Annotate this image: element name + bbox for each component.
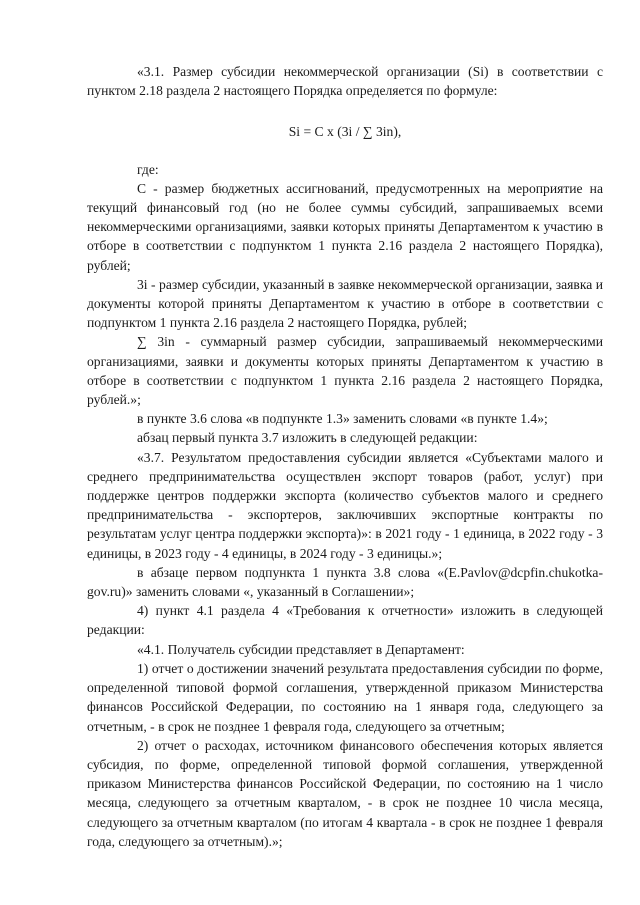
definition-c: C - размер бюджетных ассигнований, предусмотренных на мероприятие на текущий финансовый год (но не более суммы субсидий, запрашиваемых всеми некоммерческими организациями, заявки которых приняты Департаментом к участию в отборе в соответствии с подпунктом 1 пункта 2.16 раздела 2 настоящего Порядка), рублей;: [87, 180, 603, 273]
definition-3i: 3i - размер субсидии, указанный в заявке некоммерческой организации, заявка и документы которой приняты Департаментом к участию в отборе в соответствии с подпунктом 1 пункта 2.16 раздела 2 настоящего Порядка, рублей;: [87, 276, 603, 331]
report-item-2: 2) отчет о расходах, источником финансового обеспечения которых является субсидия, по форме, определенной типовой формой соглашения, утвержденной приказом Министерства финансов Российской Федерации, по состоянию на 1 число месяца, следующего за отчетным кварталом, - в срок не позднее 10 числа месяца, следующего за отчетным кварталом (по итогам 4 квартала - в срок не позднее 1 февраля года, следующего за отчетным).»;: [87, 737, 603, 849]
paragraph-3-8-amendment: в абзаце первом подпункта 1 пункта 3.8 слова «(E.Pavlov@dcpfin.chukotka-gov.ru)» заменить словами «, указанный в Соглашении»;: [87, 564, 603, 600]
document-page: [87, 62, 603, 851]
definition-sum-3in: ∑ 3in - суммарный размер субсидии, запрашиваемый некоммерческими организациями, заявки и документы которых приняты Департаментом к участию в отборе в соответствии с подпунктом 1 пункта 2.16 раздела 2 настоящего Порядка, рублей.»;: [87, 334, 603, 408]
paragraph-3-1-intro: «3.1. Размер субсидии некоммерческой организации (Si) в соответствии с пунктом 2.18 раздела 2 настоящего Порядка определяется по формуле:: [87, 64, 603, 99]
paragraph-3-7-text: «3.7. Результатом предоставления субсидии является «Субъектами малого и среднего предпринимательства осуществлен экспорт товаров (работ, услуг) при поддержке центров поддержки экспорта (количество субъектов малого и среднего предпринимательства - экспортеров, заключивших экспортные контракты по результатам услуг центра поддержки экспорта)»: в 2021 году - 1 единица, в 2022 году - 3 единицы, в 2023 году - 4 единицы, в 2024 году - 3 единицы.»;: [87, 449, 603, 561]
paragraph-3-6-amendment: в пункте 3.6 слова «в подпункте 1.3» заменить словами «в пункте 1.4»;: [137, 411, 548, 427]
paragraph-where: где:: [137, 161, 159, 177]
paragraph-4-1-intro: 4) пункт 4.1 раздела 4 «Требования к отчетности» изложить в следующей редакции:: [87, 603, 603, 638]
formula: Si = C x (3i / ∑ 3in),: [288, 124, 402, 140]
paragraph-4-1-text: «4.1. Получатель субсидии представляет в Департамент:: [137, 641, 465, 657]
paragraph-3-7-intro: абзац первый пункта 3.7 изложить в следующей редакции:: [137, 430, 478, 446]
report-item-1: 1) отчет о достижении значений результата предоставления субсидии по форме, определенной типовой формой соглашения, утвержденной приказом Министерства финансов Российской Федерации, по состоянию на 1 января года, следующего за отчетным, - в срок не позднее 1 февраля года, следующего за отчетным;: [87, 660, 603, 734]
